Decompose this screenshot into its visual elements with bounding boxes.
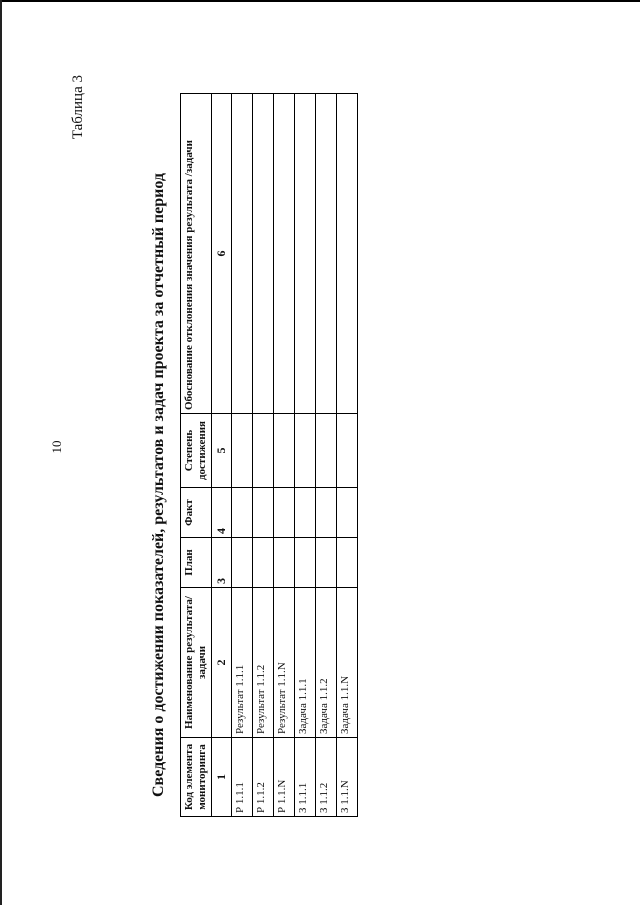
row-name: Результат 1.1.N: [274, 588, 295, 738]
table-label: Таблица 3: [70, 75, 86, 140]
page-edge-left: [0, 0, 2, 905]
column-number: 6: [212, 94, 232, 414]
header-plan: План: [181, 538, 212, 588]
table-row: [274, 94, 295, 817]
page-edge-top: [0, 0, 640, 2]
table-row: [232, 94, 253, 817]
table-row: [253, 94, 274, 817]
document-title: Сведения о достижении показателей, результатов и задач проекта за отчетный период: [150, 173, 167, 797]
table-header-row: [181, 94, 212, 817]
header-fact: Факт: [181, 488, 212, 538]
header-code: Код элемента мониторинга: [181, 738, 212, 817]
row-name: Задача 1.1.2: [316, 588, 337, 738]
column-number-row: [212, 94, 232, 817]
row-code: З 1.1.N: [337, 738, 358, 817]
table-row: [316, 94, 337, 817]
monitoring-table: [180, 93, 358, 817]
header-justification: Обоснование отклонения значения результата /задачи: [181, 94, 212, 414]
row-name: Задача 1.1.N: [337, 588, 358, 738]
rotated-content: [70, 50, 390, 830]
page-number: 10: [49, 440, 64, 454]
row-code: З 1.1.1: [295, 738, 316, 817]
column-number: 5: [212, 414, 232, 488]
row-code: Р 1.1.1: [232, 738, 253, 817]
column-number: 2: [212, 588, 232, 738]
table-row: [337, 94, 358, 817]
table-row: [295, 94, 316, 817]
row-name: Задача 1.1.1: [295, 588, 316, 738]
header-degree: Степень достижения: [181, 414, 212, 488]
column-number: 3: [212, 538, 232, 588]
column-number: 1: [212, 738, 232, 817]
row-code: Р 1.1.2: [253, 738, 274, 817]
row-name: Результат 1.1.1: [232, 588, 253, 738]
header-name: Наименование результата/задачи: [181, 588, 212, 738]
column-number: 4: [212, 488, 232, 538]
row-name: Результат 1.1.2: [253, 588, 274, 738]
row-code: Р 1.1.N: [274, 738, 295, 817]
row-code: З 1.1.2: [316, 738, 337, 817]
